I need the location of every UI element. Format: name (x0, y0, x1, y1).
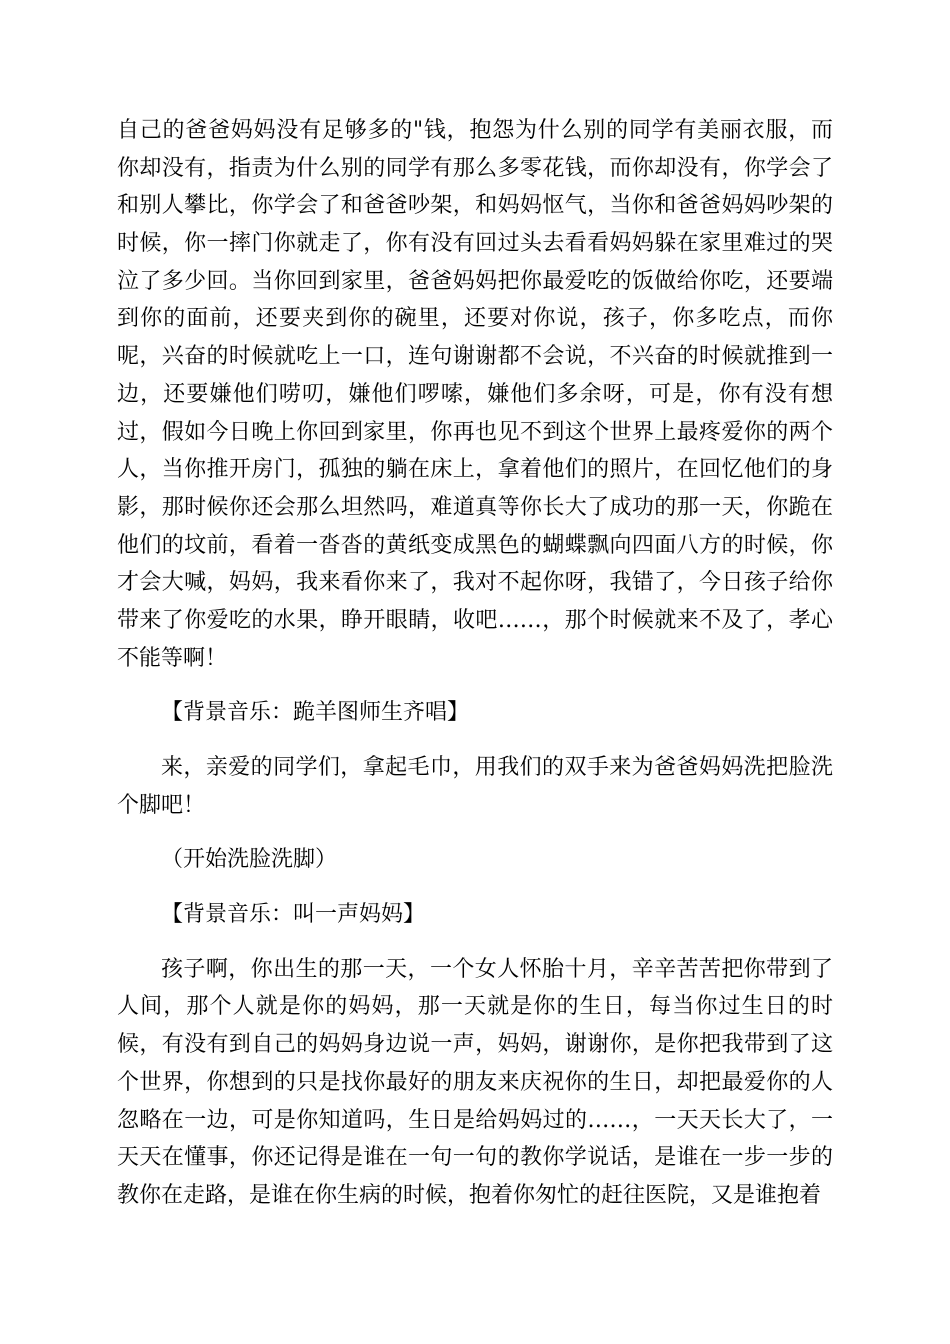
paragraph-gap (117, 732, 833, 749)
paragraph-p3 (117, 749, 833, 824)
text-line: （开始洗脸洗脚） (161, 847, 338, 873)
text-line: 忽略在一边，可是你知道吗，生日是给妈妈过的……，一天天长大了，一 (117, 1107, 833, 1133)
text-line: 呢，兴奋的时候就吃上一口，连句谢谢都不会说，不兴奋的时候就推到一 (117, 344, 833, 370)
paragraph-p1 (117, 112, 833, 677)
text-line: 泣了多少回。当你回到家里，爸爸妈妈把你最爱吃的饭做给你吃，还要端 (117, 268, 833, 294)
text-line: 【背景音乐：跪羊图师生齐唱】 (161, 700, 470, 726)
text-line: 不能等啊！ (117, 645, 228, 671)
text-line: 孩子啊，你出生的那一天，一个女人怀胎十月，辛辛苦苦把你带到了 (161, 956, 833, 982)
paragraph-gap (117, 934, 833, 951)
text-line: 影，那时候你还会那么坦然吗，难道真等你长大了成功的那一天，你跪在 (117, 494, 833, 520)
text-line: 他们的坟前，看着一沓沓的黄纸变成黑色的蝴蝶飘向四面八方的时候，你 (117, 532, 833, 558)
paragraph-gap (117, 677, 833, 694)
paragraph-p5 (117, 896, 833, 934)
text-line: 人，当你推开房门，孤独的躺在床上，拿着他们的照片，在回忆他们的身 (117, 457, 833, 483)
text-line: 和别人攀比，你学会了和爸爸吵架，和妈妈怄气，当你和爸爸妈妈吵架的 (117, 193, 833, 219)
paragraph-gap (117, 824, 833, 841)
text-line: 边，还要嫌他们唠叨，嫌他们啰嗦，嫌他们多余呀，可是，你有没有想 (117, 381, 833, 407)
text-line: 时候，你一摔门你就走了，你有没有回过头去看看妈妈躲在家里难过的哭 (117, 231, 833, 257)
text-line: 人间，那个人就是你的妈妈，那一天就是你的生日，每当你过生日的时 (117, 994, 833, 1020)
text-line: 天天在懂事，你还记得是谁在一句一句的教你学说话，是谁在一步一步的 (117, 1145, 833, 1171)
paragraph-gap (117, 879, 833, 896)
text-line: 你却没有，指责为什么别的同学有那么多零花钱，而你却没有，你学会了 (117, 155, 833, 181)
text-line: 候，有没有到自己的妈妈身边说一声，妈妈，谢谢你，是你把我带到了这 (117, 1032, 833, 1058)
text-line: 才会大喊，妈妈，我来看你来了，我对不起你呀，我错了，今日孩子给你 (117, 570, 833, 596)
text-line: 带来了你爱吃的水果，睁开眼睛，收吧……，那个时候就来不及了，孝心 (117, 607, 833, 633)
text-line: 【背景音乐：叫一声妈妈】 (161, 902, 426, 928)
text-line: 个脚吧！ (117, 792, 206, 818)
text-line: 来，亲爱的同学们，拿起毛巾，用我们的双手来为爸爸妈妈洗把脸洗 (161, 755, 833, 780)
paragraph-p2 (117, 694, 833, 732)
text-line: 过，假如今日晚上你回到家里，你再也见不到这个世界上最疼爱你的两个 (117, 419, 833, 445)
text-line: 到你的面前，还要夹到你的碗里，还要对你说，孩子，你多吃点，而你 (117, 306, 833, 332)
paragraph-p4 (117, 841, 833, 879)
text-line: 个世界，你想到的只是找你最好的朋友来庆祝你的生日，却把最爱你的人 (117, 1069, 833, 1095)
paragraph-p6 (117, 951, 833, 1215)
text-line: 自己的爸爸妈妈没有足够多的"钱，抱怨为什么别的同学有美丽衣服，而 (117, 118, 833, 143)
document-body (117, 112, 833, 1215)
text-line: 教你在走路，是谁在你生病的时候，抱着你匆忙的赶往医院，又是谁抱着 (117, 1182, 822, 1208)
